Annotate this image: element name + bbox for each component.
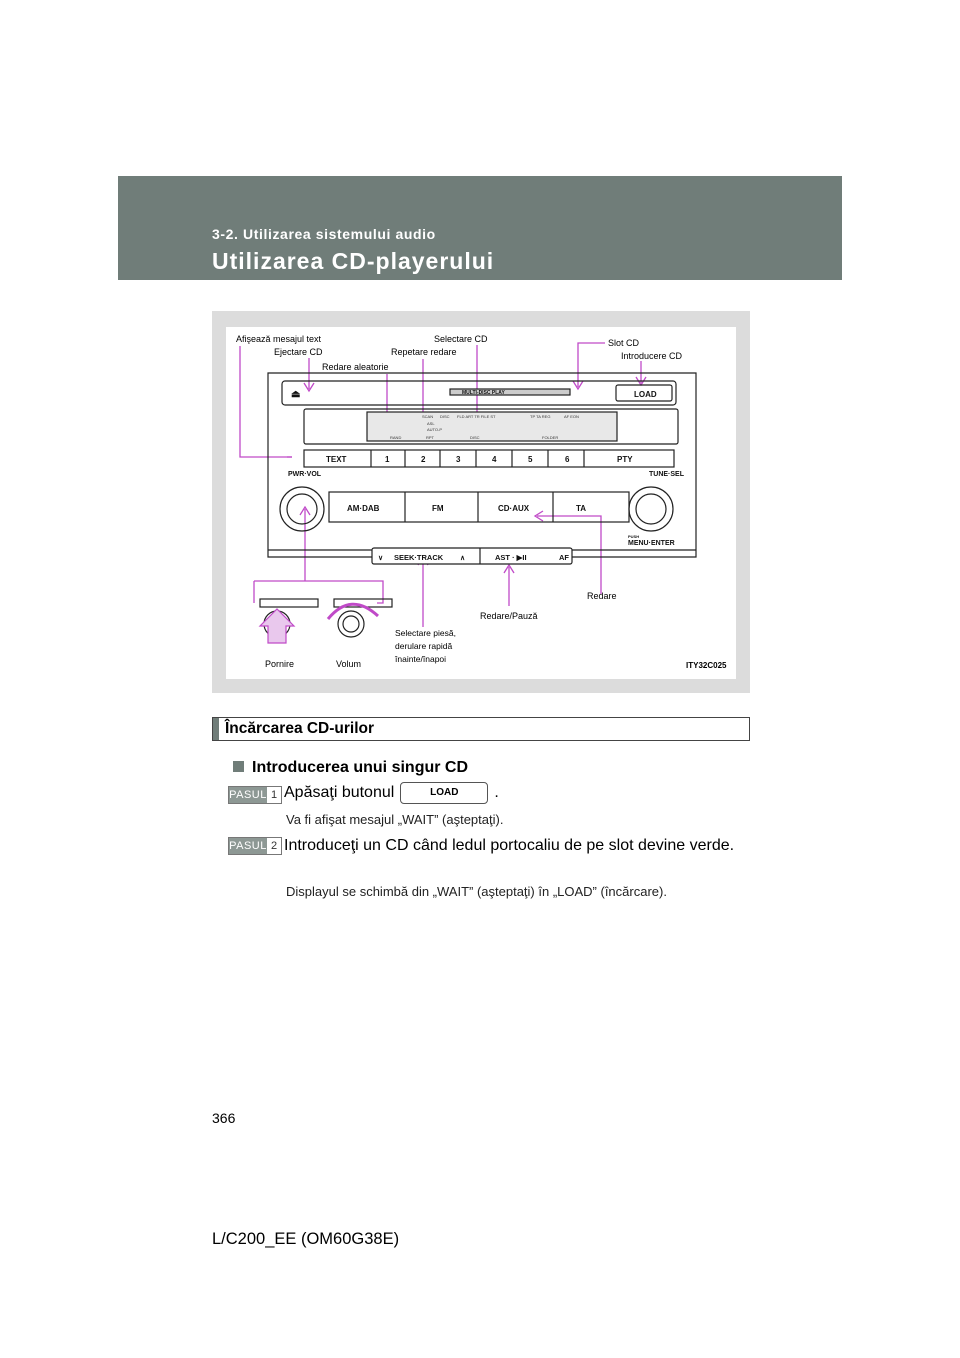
page-number: 366	[212, 1110, 236, 1126]
cd-player-diagram	[212, 311, 750, 693]
label-power: Pornire	[265, 659, 295, 669]
label-track-2: derulare rapidă	[395, 641, 453, 651]
label-track-1: Selectare piesă,	[395, 628, 456, 638]
label-volume: Volum	[336, 659, 362, 669]
load-button[interactable]: LOAD	[634, 390, 657, 399]
label-slot: Slot CD	[608, 338, 640, 348]
section-label: 3-2. Utilizarea sistemului audio	[212, 226, 436, 242]
figure-panel	[226, 327, 736, 679]
menu-enter-label: MENU·ENTER	[628, 540, 675, 547]
preset-2[interactable]: 2	[421, 455, 426, 464]
svg-text:FOLDER: FOLDER	[542, 435, 559, 440]
step-2-text: Introduceţi un CD când ledul portocaliu de pe slot devine verde.	[284, 837, 735, 854]
fm-button[interactable]: FM	[432, 504, 444, 513]
section-heading	[212, 717, 750, 741]
step-label: PASUL	[229, 789, 267, 801]
step-number: 2	[270, 840, 278, 852]
section-header	[118, 176, 842, 280]
svg-text:SCAN: SCAN	[422, 414, 434, 419]
text-button[interactable]: TEXT	[326, 455, 347, 464]
preset-3[interactable]: 3	[456, 455, 461, 464]
svg-text:FLD ART TR FILE ST: FLD ART TR FILE ST	[457, 414, 496, 419]
label-eject: Ejectare CD	[274, 347, 323, 357]
label-show-text: Afişează mesajul text	[236, 334, 322, 344]
step-label: PASUL	[229, 840, 267, 852]
preset-5[interactable]: 5	[528, 455, 533, 464]
push-label: PUSH	[628, 534, 640, 539]
footer-code: L/C200_EE (OM60G38E)	[212, 1230, 400, 1248]
svg-text:ASL: ASL	[427, 421, 435, 426]
svg-text:DISC: DISC	[470, 435, 480, 440]
step-2-badge	[228, 837, 282, 855]
pty-button[interactable]: PTY	[617, 455, 633, 464]
af-button[interactable]: AF	[559, 553, 569, 562]
label-random: Redare aleatorie	[322, 362, 389, 372]
section-heading-text: Încărcarea CD-urilor	[225, 720, 375, 737]
svg-text:TP TA REG: TP TA REG	[530, 414, 551, 419]
svg-text:DISC: DISC	[440, 414, 450, 419]
step-1-note: Va fi afişat mesajul „WAIT” (aşteptaţi).	[286, 812, 504, 827]
label-track-3: înainte/înapoi	[395, 654, 447, 664]
svg-text:RAND: RAND	[390, 435, 402, 440]
label-play: Redare	[587, 591, 617, 601]
step-1-text	[284, 782, 499, 804]
preset-1[interactable]: 1	[385, 455, 390, 464]
am-dab-button[interactable]: AM·DAB	[347, 504, 380, 513]
figure-code: ITY32C025	[686, 661, 727, 670]
seek-track-button[interactable]: SEEK·TRACK	[394, 553, 444, 562]
multi-disc-label: MULTI-DISC PLAY	[462, 390, 505, 396]
tune-sel-label: TUNE·SEL	[649, 471, 684, 478]
label-play-pause: Redare/Pauză	[480, 611, 538, 621]
subheading-text: Introducerea unui singur CD	[252, 759, 469, 776]
preset-6[interactable]: 6	[565, 455, 570, 464]
page-title: Utilizarea CD-playerului	[212, 248, 495, 274]
step-1-badge	[228, 786, 282, 804]
cd-player-figure	[212, 311, 750, 693]
preset-4[interactable]: 4	[492, 455, 497, 464]
svg-text:RPT: RPT	[426, 435, 434, 440]
step-1-text-before: Apăsaţi butonul	[284, 784, 395, 802]
subheading	[233, 759, 468, 777]
ta-button[interactable]: TA	[576, 504, 587, 513]
label-repeat: Repetare redare	[391, 347, 457, 357]
label-select-cd: Selectare CD	[434, 334, 488, 344]
heading-accent	[213, 718, 219, 740]
step-number: 1	[270, 789, 278, 801]
cd-aux-button[interactable]: CD·AUX	[498, 504, 530, 513]
pwr-vol-label: PWR·VOL	[288, 471, 322, 478]
svg-text:∧: ∧	[460, 555, 466, 562]
step-1-text-after: .	[494, 784, 499, 802]
svg-text:AF EON: AF EON	[564, 414, 579, 419]
ast-button[interactable]: AST · ▶II	[495, 553, 527, 562]
svg-text:AUTO-P: AUTO-P	[427, 427, 443, 432]
square-bullet-icon	[233, 761, 244, 772]
svg-text:∨: ∨	[378, 555, 384, 562]
label-insert: Introducere CD	[621, 351, 683, 361]
step-2-note: Displayul se schimbă din „WAIT” (aşteptaţi) în „LOAD” (încărcare).	[286, 884, 667, 899]
eject-icon[interactable]: ⏏	[291, 389, 301, 400]
load-button-icon: LOAD	[400, 782, 488, 804]
